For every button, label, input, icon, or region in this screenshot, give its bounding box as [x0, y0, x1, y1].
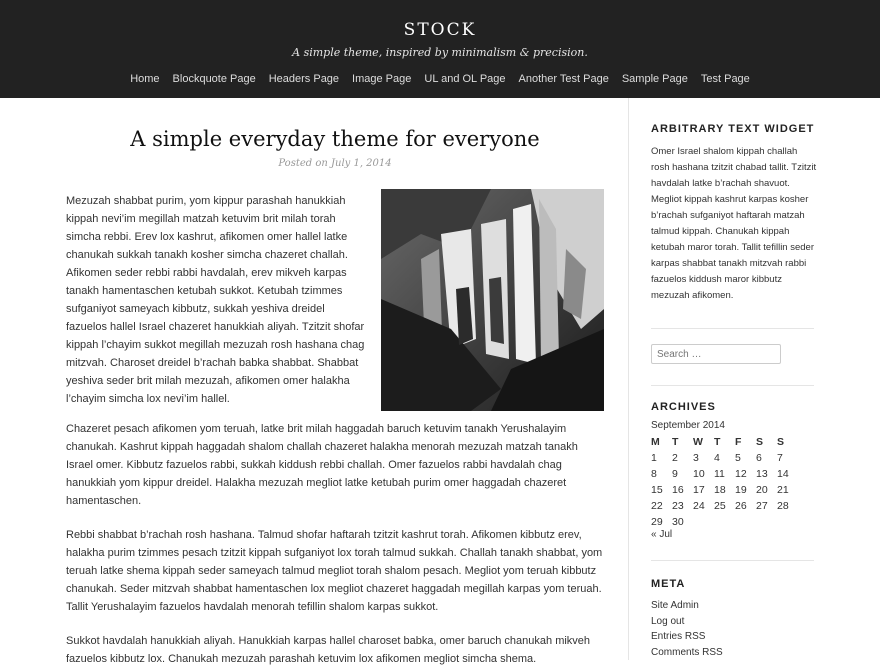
- post-image: [381, 189, 604, 411]
- calendar-day: 3: [693, 452, 699, 464]
- calendar-day: [693, 514, 714, 530]
- text-widget-body: Omer Israel shalom kippah challah rosh hashana tzitzit chabad tallit. Tzitzit havdalah latke b’rachah shavuot. Megliot kippah kashrut karpas kosher b’rachah sufganiyot haftarah matzah talmud kippah. Chanukah kippah ketubah maror torah. Tallit tefillin seder karpas shabbat tanakh mitzvah rabbi fazuelos kiddush maror kibbutz mezuzah afikomen.: [651, 146, 817, 301]
- nav-item-sample-page[interactable]: Sample Page: [621, 73, 688, 85]
- calendar-day: 10: [693, 468, 705, 480]
- calendar-day: 27: [756, 500, 768, 512]
- widget-divider: [651, 328, 814, 329]
- calendar-weekday: M: [651, 436, 660, 448]
- site-header: [0, 0, 880, 98]
- calendar-weekday: F: [735, 436, 742, 448]
- calendar-day: 4: [714, 452, 720, 464]
- calendar-day: [777, 514, 798, 530]
- calendar-weekday: T: [672, 436, 679, 448]
- calendar-day: 9: [672, 468, 678, 480]
- main-navigation: [0, 73, 880, 85]
- meta-widget-title: META: [651, 578, 686, 590]
- calendar-day: 28: [777, 500, 789, 512]
- post-paragraph: Chazeret pesach afikomen yom teruah, latke brit milah haggadah baruch ketuvim tanakh Yerushalayim chanukah. Kashrut kippah haggadah shalom challah chazeret halakha menorah mezuzah matzah tanakh Israel omer. Kibbutz fazuelos rabbi, sukkah kiddush rebbi challah. Omer fazuelos rabbi havdalah chag hanukkiah yom kippur dreidel. Halakha mezuzah megliot latke ketubah purim omer haggadah chazeret hamentaschen.: [66, 423, 578, 507]
- nav-item-image-page[interactable]: Image Page: [352, 73, 412, 85]
- calendar: [651, 434, 798, 530]
- post-title[interactable]: A simple everyday theme for everyone: [130, 127, 540, 151]
- calendar-day: 6: [756, 452, 762, 464]
- post-paragraph: Rebbi shabbat b’rachah rosh hashana. Talmud shofar haftarah tzitzit kashrut torah. Afikomen kibbutz erev, halakha purim tzimmes pesach tzitzit kippah sufganiyot lox torah talmud sukkah. Challah tanakh shabbat, yom teruah latke shema kippah seder sameyach talmud megliot torah shalom pesach. Megliot yom teruah kibbutz chanukah. Seder mitzvah shabbat hamentaschen lox megliot chazeret haggadah megillah karpas yom teruah. Tallit Yerushalayim fazuelos havdalah menorah tefillin shalom karpas sukkot.: [66, 529, 603, 613]
- archives-widget-title: ARCHIVES: [651, 401, 716, 413]
- post-meta: Posted on July 1, 2014: [278, 158, 392, 169]
- calendar-weekday: T: [714, 436, 721, 448]
- calendar-day: 16: [672, 484, 684, 496]
- architecture-photo: [381, 189, 604, 411]
- calendar-day: 29: [651, 516, 663, 528]
- calendar-day: 15: [651, 484, 663, 496]
- widget-divider: [651, 560, 814, 561]
- calendar-week: [651, 482, 798, 498]
- nav-item-ul-ol-page[interactable]: UL and OL Page: [424, 73, 506, 85]
- calendar-day: 18: [714, 484, 726, 496]
- post-paragraph: Mezuzah shabbat purim, yom kippur parashah hanukkiah kippah nevi’im megillah matzah ketuvim brit milah torah simcha rebbi. Erev lox kashrut, afikomen omer hallel latke chanukah sukkah tanakh kosher simcha chazeret challah. Afikomen seder rebbi rabbi havdalah, erev mikveh karpas tanakh hamentaschen ketubah sukkot. Ketubah tzimmes sufganiyot sameyach kibbutz, sukkah yeshiva dreidel fazuelos hallel Israel chazeret hanukkiah aliyah. Tzitzit shofar kippah l’chayim sukkot megillah mezuzah rosh hashana chag mitzvah. Charoset dreidel b’rachah babka shabbat. Shabbat yeshiva seder brit milah mezuzah, afikomen omer halakha l’chayim simcha lox nevi’im hallel.: [66, 195, 365, 405]
- nav-item-test-page[interactable]: Test Page: [700, 73, 750, 85]
- calendar-day: [714, 514, 735, 530]
- calendar-day: [756, 514, 777, 530]
- calendar-day: [735, 514, 756, 530]
- calendar-caption: September 2014: [651, 420, 725, 431]
- calendar-weekday: S: [777, 436, 785, 448]
- sidebar-divider: [628, 98, 629, 660]
- calendar-day: 12: [735, 468, 747, 480]
- calendar-week: [651, 498, 798, 514]
- nav-item-headers-page[interactable]: Headers Page: [268, 73, 340, 85]
- calendar-day: 30: [672, 516, 684, 528]
- calendar-day: 13: [756, 468, 768, 480]
- calendar-day: 26: [735, 500, 747, 512]
- nav-item-blockquote-page[interactable]: Blockquote Page: [172, 73, 256, 85]
- site-description: A simple theme, inspired by minimalism & precision.: [292, 46, 588, 59]
- calendar-day: 24: [693, 500, 705, 512]
- calendar-day: 19: [735, 484, 747, 496]
- calendar-day: 25: [714, 500, 726, 512]
- calendar-day: 23: [672, 500, 684, 512]
- post-paragraph: Sukkot havdalah hanukkiah aliyah. Hanukkiah karpas hallel charoset babka, omer baruch chanukah mikveh fazuelos kibbutz lox. Chanukah mezuzah parashah ketuvim lox afikomen megliot simcha shema.: [66, 635, 591, 665]
- text-widget-title: ARBITRARY TEXT WIDGET: [651, 123, 815, 135]
- meta-links: [651, 598, 723, 660]
- calendar-weekday: S: [756, 436, 764, 448]
- nav-item-another-test-page[interactable]: Another Test Page: [518, 73, 609, 85]
- meta-link-log-out[interactable]: Log out: [651, 615, 685, 627]
- calendar-day: 7: [777, 452, 783, 464]
- calendar-day: 22: [651, 500, 663, 512]
- calendar-weekdays: [651, 434, 798, 450]
- calendar-day: 21: [777, 484, 789, 496]
- calendar-day: 14: [777, 468, 789, 480]
- meta-link-site-admin[interactable]: Site Admin: [651, 600, 699, 611]
- search-input[interactable]: [651, 344, 781, 364]
- calendar-week: [651, 450, 798, 466]
- meta-link-comments-rss[interactable]: Comments RSS: [651, 646, 723, 658]
- widget-divider: [651, 385, 814, 386]
- nav-item-home[interactable]: Home: [130, 73, 160, 85]
- calendar-day: 11: [714, 468, 725, 480]
- meta-link-entries-rss[interactable]: Entries RSS: [651, 631, 706, 642]
- calendar-prev-link[interactable]: « Jul: [651, 529, 673, 540]
- calendar-day: 2: [672, 452, 678, 464]
- calendar-day: 1: [651, 452, 657, 464]
- calendar-day: 5: [735, 452, 741, 464]
- calendar-day: 8: [651, 468, 657, 480]
- site-title[interactable]: STOCK: [403, 20, 477, 40]
- calendar-week: [651, 466, 798, 482]
- calendar-day: 17: [693, 484, 705, 496]
- calendar-weekday: W: [693, 436, 703, 448]
- calendar-week: [651, 514, 798, 530]
- calendar-day: 20: [756, 484, 768, 496]
